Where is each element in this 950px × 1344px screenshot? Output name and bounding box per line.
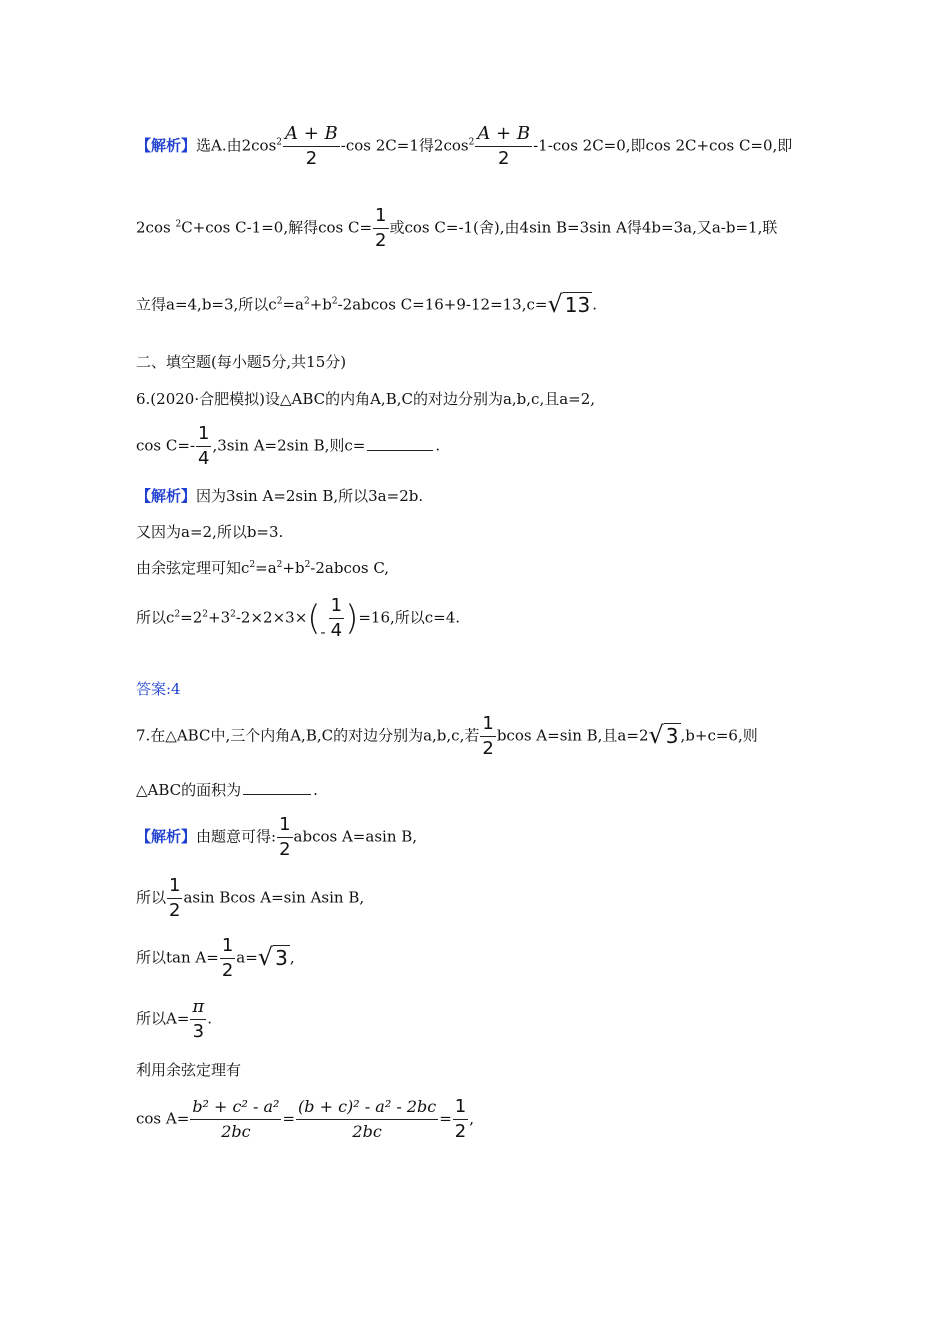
fraction-denominator: 2bc xyxy=(352,1122,382,1141)
left-paren: ( xyxy=(307,598,321,639)
superscript: 2 xyxy=(276,137,283,148)
fraction xyxy=(453,1097,468,1142)
q7-line1 xyxy=(136,714,758,759)
text: -cos 2C=1得2cos xyxy=(340,136,469,155)
text: 选A.由2cos xyxy=(196,136,277,155)
text: . xyxy=(207,1009,213,1028)
fraction-numerator: 1 xyxy=(167,876,182,899)
radicand: 3 xyxy=(665,724,679,748)
square-root: √ 3 xyxy=(257,943,288,971)
text: +b xyxy=(282,559,305,577)
radicand: 3 xyxy=(275,946,288,970)
fraction-numerator: 1 xyxy=(277,815,292,838)
text: abcos A=asin B, xyxy=(293,827,418,846)
sol5-line2 xyxy=(136,206,777,251)
fraction xyxy=(167,876,182,921)
fraction xyxy=(190,997,206,1042)
text: 由余弦定理可知c xyxy=(136,559,250,577)
text: -1-cos 2C=0,即cos 2C+cos C=0,即 xyxy=(533,136,793,155)
fraction xyxy=(475,124,532,169)
fraction-denominator: 2 xyxy=(221,960,234,981)
text: -2abcos C, xyxy=(310,559,390,577)
q6-answer: 答案:4 xyxy=(136,680,181,698)
text: △ABC的面积为 xyxy=(136,781,242,799)
text: , xyxy=(469,1109,475,1128)
q6-sol-line4: 所以$c^2=2^2+3^2-2\times 2\times 3\times(-$ $\frac{1}{4}$ )=16,所以c=4. xyxy=(136,595,461,641)
text: =2 xyxy=(180,608,203,627)
answer-blank xyxy=(243,782,311,795)
text: +b xyxy=(309,295,332,314)
fraction-numerator: A + B xyxy=(475,124,532,147)
text: 7.在△ABC中,三个内角A,B,C的对边分别为a,b,c,若 xyxy=(136,726,480,745)
text: =16,所以c=4. xyxy=(358,608,461,627)
text: =a xyxy=(282,295,304,314)
fraction xyxy=(373,206,388,251)
fraction-denominator: 4 xyxy=(198,448,210,469)
text: =a xyxy=(255,559,277,577)
text: . xyxy=(313,781,318,799)
fraction-denominator: 2 xyxy=(454,1121,467,1142)
q7-line2 xyxy=(136,780,318,800)
superscript: 2 xyxy=(468,137,475,148)
q6-line2 xyxy=(136,424,440,469)
text: cos A= xyxy=(136,1109,190,1128)
fraction-denominator: 3 xyxy=(192,1021,205,1042)
q7-sol-line1 xyxy=(136,815,417,860)
fraction-denominator: 2 xyxy=(305,148,318,169)
fraction-denominator: 2 xyxy=(375,230,387,251)
text: -2abcos C=16+9-12=13,c= xyxy=(337,295,548,314)
text: -2×2×3× xyxy=(235,608,308,627)
q6-sol-line1 xyxy=(136,486,423,506)
analysis-tag: 【解析】 xyxy=(136,487,197,505)
analysis-tag: 【解析】 xyxy=(136,827,197,846)
radicand: 13 xyxy=(564,293,591,317)
fraction xyxy=(296,1097,438,1142)
text: 或cos C=-1(舍),由4sin B=3sin A得4b=3a,又a-b=1,联 xyxy=(389,218,778,237)
sol5-line3: 立得a=4,b=3,所以$c^2=a^2+b^2-2abcos$ C=16+9-12=13,c=√ 13 . xyxy=(136,290,597,318)
square-root: √ 13 xyxy=(547,290,591,318)
q6-sol-line3: 由余弦定理可知$c^2=a^2+b^2-2abcos$ C, xyxy=(136,559,390,577)
fraction-numerator: 1 xyxy=(453,1097,468,1120)
superscript: 2 xyxy=(175,219,182,230)
q7-sol-line2 xyxy=(136,876,364,921)
q7-sol-line6 xyxy=(136,1097,474,1142)
square-root: √ 3 xyxy=(648,721,679,749)
text: . xyxy=(435,436,441,455)
q7-sol-line4 xyxy=(136,997,212,1042)
fraction xyxy=(329,596,344,641)
text: a= xyxy=(236,948,258,967)
text: 所以A= xyxy=(136,1009,190,1028)
fraction-denominator: 2 xyxy=(482,738,494,759)
text: C+cos C-1=0,解得cos C= xyxy=(181,218,373,237)
text: cos C=- xyxy=(136,436,196,455)
fraction-denominator: 4 xyxy=(330,620,343,641)
fraction-numerator: 1 xyxy=(329,596,344,619)
text: asin Bcos A=sin Asin B, xyxy=(183,888,365,907)
fraction-numerator: π xyxy=(190,997,206,1020)
fraction-denominator: 2 xyxy=(497,148,510,169)
fraction-numerator: 1 xyxy=(480,714,495,737)
q7-sol-line3 xyxy=(136,936,295,981)
text: bcos A=sin B,且a=2 xyxy=(496,726,649,745)
text: = xyxy=(282,1109,296,1128)
text: = xyxy=(439,1109,452,1128)
negative-sign: - xyxy=(320,622,326,641)
text: 立得a=4,b=3,所以c xyxy=(136,295,277,314)
fraction-numerator: A + B xyxy=(283,124,340,147)
text: 由题意可得: xyxy=(196,827,277,846)
text: ,3sin A=2sin B,则c= xyxy=(212,436,366,455)
fraction-numerator: (b + c)² - a² - 2bc xyxy=(296,1097,438,1120)
answer-blank xyxy=(367,438,433,451)
sol5-line1 xyxy=(136,124,792,169)
fraction-numerator: b² + c² - a² xyxy=(190,1097,281,1120)
q6-sol-line2: 又因为a=2,所以b=3. xyxy=(136,523,284,541)
text: +3 xyxy=(208,608,231,627)
fraction-denominator: 2 xyxy=(169,900,181,921)
text: 因为3sin A=2sin B,所以3a=2b. xyxy=(196,487,424,505)
fraction-denominator: 2bc xyxy=(221,1122,251,1141)
text: 所以 xyxy=(136,888,167,907)
text: . xyxy=(592,295,597,314)
fraction xyxy=(190,1097,281,1142)
text: 所以tan A= xyxy=(136,948,219,967)
fraction xyxy=(283,124,340,169)
fraction-numerator: 1 xyxy=(220,936,235,959)
fraction xyxy=(277,815,292,860)
fraction-numerator: 1 xyxy=(196,424,211,447)
text: ,b+c=6,则 xyxy=(680,726,758,745)
fraction xyxy=(480,714,495,759)
q7-sol-line5: 利用余弦定理有 xyxy=(136,1061,242,1079)
text: 2cos xyxy=(136,218,176,237)
fraction xyxy=(196,424,211,469)
q6-line1: 6.(2020·合肥模拟)设△ABC的内角A,B,C的对边分别为a,b,c,且a=2, xyxy=(136,390,596,408)
fraction-denominator: 2 xyxy=(279,839,291,860)
fraction-numerator: 1 xyxy=(373,206,388,229)
text: , xyxy=(289,948,295,967)
right-paren: ) xyxy=(345,598,359,639)
analysis-tag: 【解析】 xyxy=(136,136,197,155)
fraction xyxy=(220,936,235,981)
section-heading: 二、填空题(每小题5分,共15分) xyxy=(136,353,347,371)
text: 所以c xyxy=(136,608,175,627)
